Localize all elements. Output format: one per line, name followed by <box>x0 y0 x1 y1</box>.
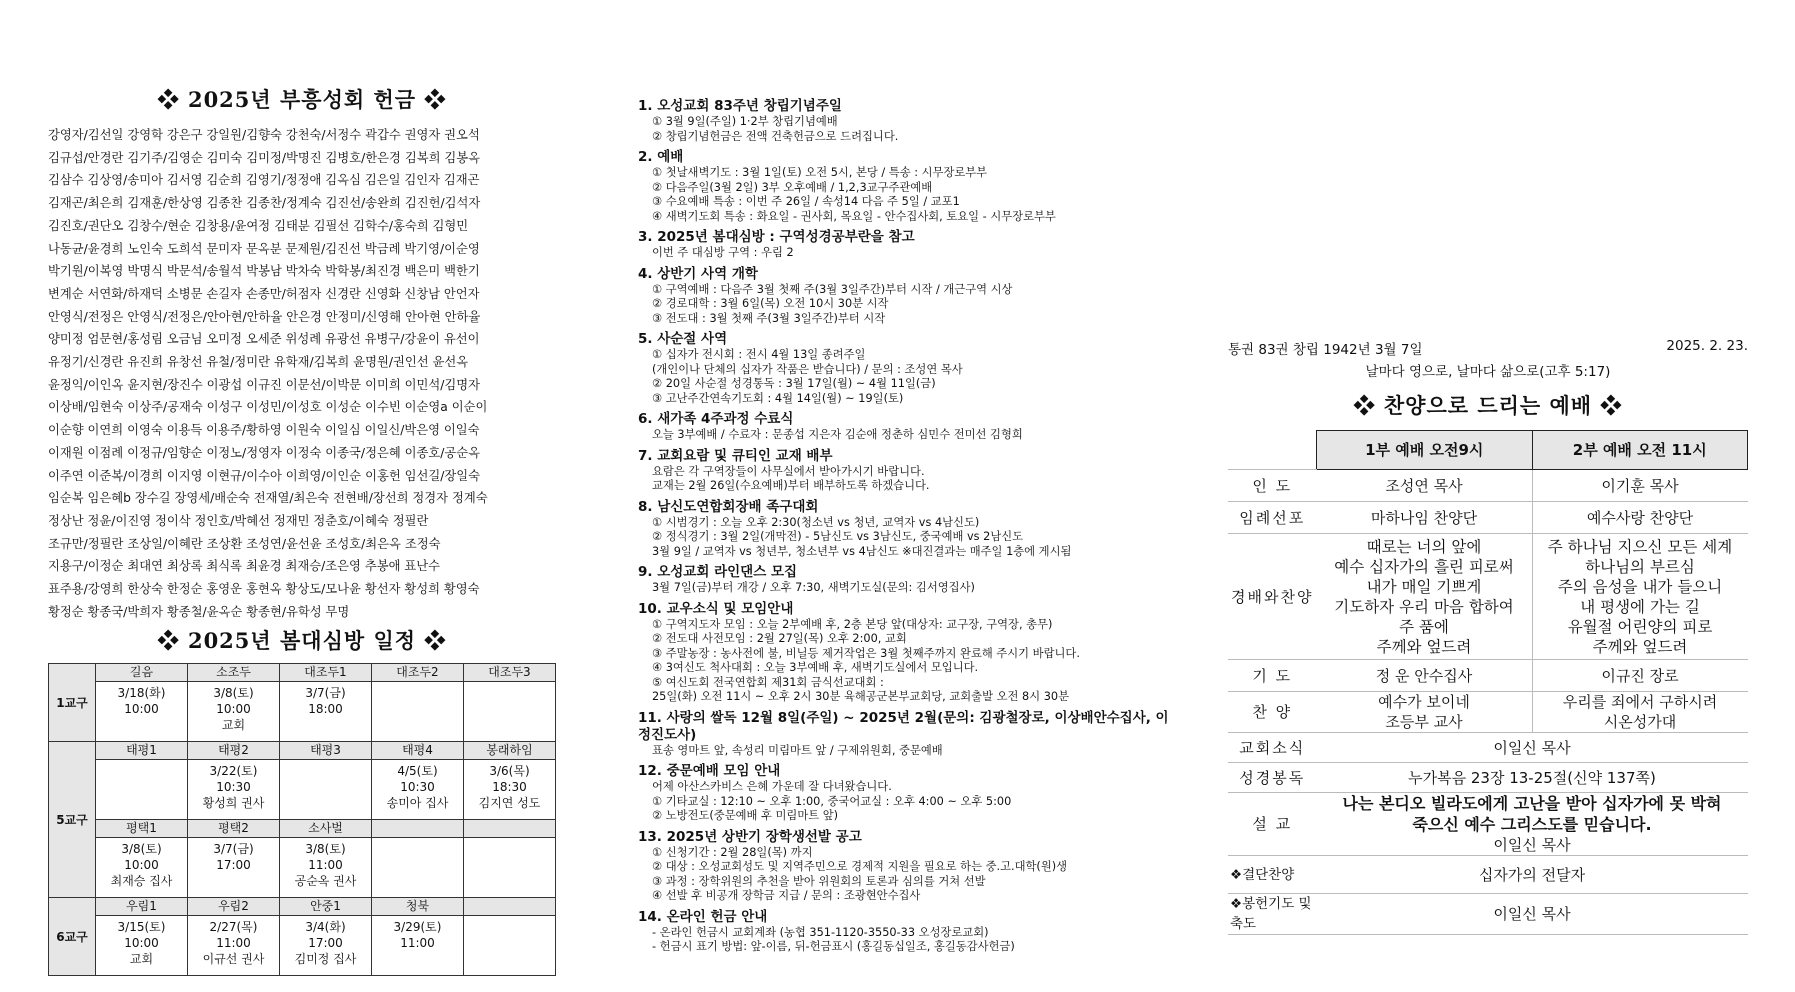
schedule-cell <box>464 916 556 976</box>
announcement-item <box>638 564 1178 596</box>
announcement-item <box>638 448 1178 494</box>
schedule-cell-line: 3/18(화) <box>117 686 166 701</box>
worship-order-column <box>1228 338 1748 935</box>
announcement-line: (개인이나 단체의 십자가 작품은 받습니다) / 문의 : 조성연 목사 <box>652 362 963 376</box>
announcement-line: ④ 새벽기도회 특송 : 화요일 - 권사회, 목요일 - 안수집사회, 토요일 - 시무장로부부 <box>652 209 1056 223</box>
schedule-cell-line: 교회 <box>129 952 154 967</box>
donor-line: 이상배/임현숙 이상주/공재숙 이성구 이성민/이성호 이성순 이수빈 이순영a 이순이 <box>48 400 488 415</box>
schedule-row <box>49 916 556 976</box>
announcement-line: 3월 9일 / 교역자 vs 청년부, 청소년부 vs 4남신도 ※대진결과는 매주일 1층에 게시됨 <box>652 544 1072 558</box>
announcement-line: ② 대상 : 오성교회성도 및 지역주민으로 경제적 지원을 필요로 하는 중.고.대학(원)생 <box>652 860 1068 873</box>
donor-line: 윤정익/이인옥 윤지현/장진수 이광섭 이규진 이문선/이박문 이미희 이민석/김명자 <box>48 377 481 392</box>
second-service-cell <box>1532 470 1748 502</box>
service-merged-cell: 누가복음 23장 13-25절(신약 137쪽) <box>1317 763 1748 793</box>
schedule-cell-line: 10:00 <box>124 702 159 717</box>
announcement-line: ③ 고난주간연속기도회 : 4월 14일(월) ~ 19일(토) <box>652 391 904 405</box>
schedule-cell-line: 18:30 <box>492 780 527 795</box>
service-line: 내가 매일 기쁘게 <box>1366 577 1482 596</box>
schedule-cell-line: 10:30 <box>400 780 435 795</box>
schedule-cell <box>188 682 280 742</box>
schedule-cell <box>464 760 556 820</box>
announcement-line: ① 3월 9일(주일) 1·2부 창립기념예배 <box>652 115 838 128</box>
schedule-cell-line: 송미아 집사 <box>386 796 449 811</box>
announcement-item <box>638 601 1178 705</box>
announcement-line: 표송 영마트 앞, 속성리 미림마트 앞 / 구제위원회, 중문예배 <box>652 743 943 757</box>
schedule-cell-line: 황성희 권사 <box>202 796 265 811</box>
service-line: 주께와 엎드려 <box>1376 637 1472 656</box>
announcement-title: 2. 예배 <box>638 149 684 165</box>
service-row-label: 교회소식 <box>1228 733 1317 763</box>
schedule-cell-line: 3/8(토) <box>121 842 162 857</box>
donor-line: 이순향 이연희 이영숙 이용득 이용주/황하영 이원숙 이일심 이일신/박은영 이일숙 <box>48 423 480 438</box>
donor-line: 변계순 서연화/하재덕 소병문 손길자 손종만/허점자 신경란 신영화 신창남 안언자 <box>48 286 480 301</box>
schedule-cell-line: 10:00 <box>124 858 159 873</box>
schedule-cell-line: 3/7(금) <box>213 842 254 857</box>
schedule-group-label: 5교구 <box>49 742 96 898</box>
first-service-cell <box>1317 470 1533 502</box>
schedule-header-row <box>49 742 556 760</box>
announcement-line: ① 구역지도자 모임 : 오늘 2부예배 후, 2층 본당 앞(대상자: 교구장, 구역장, 총무) <box>652 617 1053 631</box>
announcement-line: ③ 수요예배 특송 : 이번 주 26일 / 속성14 다음 주 5일 / 교포1 <box>652 195 960 208</box>
service-line: 기도하자 우리 마음 합하여 <box>1334 597 1514 616</box>
schedule-cell-line: 3/15(토) <box>117 920 166 935</box>
second-service-cell <box>1532 534 1748 660</box>
schedule-row <box>49 838 556 898</box>
service-row <box>1228 534 1748 660</box>
schedule-area-name: 소사벌 <box>280 820 372 838</box>
schedule-cell <box>188 916 280 976</box>
schedule-cell-line: 11:00 <box>216 936 251 951</box>
service-line: 주께와 엎드려 <box>1592 637 1688 656</box>
volume-info: 통권 83권 창립 1942년 3월 7일 <box>1228 342 1423 358</box>
schedule-title: ❖ 2025년 봄대심방 일정 ❖ <box>157 628 447 654</box>
donor-line: 김삼수 김상영/송미아 김서영 김순희 김영기/정정애 김옥심 김은일 김인자 김재곤 <box>48 173 480 188</box>
announcement-item <box>638 710 1178 759</box>
announcement-item <box>638 149 1178 224</box>
schedule-cell <box>188 838 280 898</box>
schedule-cell-line: 김미정 집사 <box>294 952 357 967</box>
donor-line: 나동균/윤경희 노인숙 도희석 문미자 문옥분 문제원/김진선 박금례 박기영/이순영 <box>48 241 480 256</box>
donor-line: 김재곤/최은희 김재훈/한상영 김종찬 김종찬/정계숙 김진선/송완희 김진헌/김석자 <box>48 196 481 211</box>
announcement-item <box>638 909 1178 955</box>
bulletin-date: 2025. 2. 23. <box>1666 338 1748 354</box>
schedule-cell <box>96 760 188 820</box>
donor-line: 이재원 이점례 이정규/임향순 이정노/정영자 이정숙 이종국/정은혜 이종호/공순옥 <box>48 445 481 460</box>
donor-line: 지용구/이정순 최대연 최상록 최식록 최윤경 최재승/조은영 추봉애 표난수 <box>48 559 441 574</box>
schedule-cell <box>96 682 188 742</box>
schedule-cell-line: 10:00 <box>216 702 251 717</box>
schedule-cell <box>464 838 556 898</box>
schedule-cell <box>372 916 464 976</box>
schedule-cell-line: 2/27(목) <box>209 920 258 935</box>
schedule-area-name: 대조두1 <box>280 664 372 682</box>
announcement-title: 11. 사랑의 쌀독 12월 8일(주일) ~ 2025년 2월(문의: 김광철장로, 이상배안수집사, 이정진도사) <box>638 709 1169 743</box>
announcement-item <box>638 229 1178 261</box>
donation-title: ❖ 2025년 부흥성회 헌금 ❖ <box>157 87 447 112</box>
schedule-cell-line: 3/4(화) <box>305 920 346 935</box>
service-line: 주의 음성을 내가 들으니 <box>1557 577 1723 596</box>
donor-line: 양미정 엄문현/홍성림 오금님 오미정 오세준 위성례 유광선 유병구/강윤이 유선이 <box>48 332 480 347</box>
schedule-cell-line: 3/8(토) <box>213 686 254 701</box>
schedule-area-name: 봉래하임 <box>464 742 556 760</box>
schedule-area-name: 길음 <box>96 664 188 682</box>
schedule-cell-line: 3/29(토) <box>393 920 442 935</box>
announcement-item <box>638 829 1178 904</box>
announcement-line: ② 다음주일(3월 2일) 3부 오후예배 / 1,2,3교구주관예배 <box>652 180 933 194</box>
first-service-cell <box>1317 534 1533 660</box>
announcement-line: ① 신청기간 : 2월 28일(목) 까지 <box>652 845 813 859</box>
announcement-line: 25일(화) 오전 11시 ~ 오후 2시 30분 육해공군본부교회당, 교회출발 오전 8시 30분 <box>652 690 1069 703</box>
schedule-area-name <box>464 898 556 916</box>
service-row-label: 임례선포 <box>1228 502 1317 534</box>
schedule-area-name: 평택1 <box>96 820 188 838</box>
second-service-cell <box>1532 502 1748 534</box>
announcement-line: 어제 아산스카비스 은혜 가운데 잘 다녀왔습니다. <box>652 780 892 793</box>
sermon-title-line: 나는 본디오 빌라도에게 고난을 받아 십자가에 못 박혀 <box>1342 794 1722 813</box>
schedule-group-label: 6교구 <box>49 898 96 976</box>
visitation-schedule-table <box>48 663 556 976</box>
announcement-line: ④ 선발 후 비공개 장학금 지급 / 문의 : 조광현안수집사 <box>652 889 921 902</box>
announcement-line: - 온라인 헌금시 교회계좌 (농협 351-1120-3550-33 오성장로교회) <box>652 925 989 939</box>
announcement-title: 4. 상반기 사역 개학 <box>638 265 758 282</box>
announcement-line: ① 십자가 전시회 : 전시 4월 13일 종려주일 <box>652 348 866 361</box>
donor-line: 김규섭/안경란 김기주/김영순 김미숙 김미정/박명진 김병호/한은경 김복희 김봉옥 <box>48 150 481 165</box>
announcement-line: ② 창립기념헌금은 전액 건축헌금으로 드려집니다. <box>652 129 899 143</box>
schedule-header-row <box>49 664 556 682</box>
first-service-cell <box>1317 660 1533 692</box>
schedule-area-name <box>372 820 464 838</box>
service-line: 예수 십자가의 흘린 피로써 <box>1334 557 1514 576</box>
announcement-title: 9. 오성교회 라인댄스 모집 <box>638 564 798 580</box>
service-line: 이규진 장로 <box>1601 666 1679 685</box>
schedule-area-name: 대조두3 <box>464 664 556 682</box>
schedule-cell-line: 10:30 <box>216 780 251 795</box>
service-row-label: 기 도 <box>1228 660 1317 692</box>
sermon-cell <box>1317 793 1748 856</box>
service-line: 내 평생에 가는 길 <box>1580 597 1700 616</box>
sermon-preacher: 이일신 목사 <box>1493 836 1571 854</box>
announcement-title: 3. 2025년 봄대심방 : 구역성경공부란을 참고 <box>638 229 915 245</box>
schedule-cell <box>188 760 280 820</box>
donor-line: 임순복 임은혜b 장수길 장영세/배순숙 전재열/최은숙 전현배/장선희 정경자 정계숙 <box>48 491 488 506</box>
schedule-row <box>49 682 556 742</box>
bulletin-header <box>1228 338 1748 358</box>
schedule-cell-line: 이규선 권사 <box>202 952 265 967</box>
first-service-cell <box>1317 692 1533 733</box>
schedule-cell-line: 4/5(토) <box>397 764 438 779</box>
donor-line: 안영식/전정은 안영식/전정은/안아현/안하율 안은경 안정미/신영해 안아현 안하율 <box>48 309 481 324</box>
announcement-title: 8. 남신도연합회장배 족구대회 <box>638 498 819 515</box>
sermon-row <box>1228 793 1748 856</box>
schedule-row <box>49 760 556 820</box>
announcement-item <box>638 763 1178 824</box>
schedule-cell-line: 3/6(목) <box>489 764 530 779</box>
church-motto: 날마다 영으로, 날마다 삶으로(고후 5:17) <box>1365 364 1611 380</box>
service-row <box>1228 763 1748 793</box>
schedule-cell <box>280 682 372 742</box>
donor-list <box>48 124 556 623</box>
announcement-title: 12. 중문예배 모임 안내 <box>638 763 781 779</box>
service-line: 우리를 죄에서 구하시려 <box>1562 693 1718 711</box>
announcement-line: ③ 과정 : 장학위원의 추천을 받아 위원회의 토론과 심의를 거쳐 선발 <box>652 874 986 888</box>
announcement-item <box>638 331 1178 406</box>
donor-line: 김진호/권단오 김창수/현순 김창용/윤여정 김태분 김필선 김학수/홍숙희 김형민 <box>48 218 469 233</box>
service-row <box>1228 733 1748 763</box>
schedule-area-name: 태평2 <box>188 742 280 760</box>
announcement-item <box>638 499 1178 560</box>
donor-line: 박기원/이복영 박명식 박문석/송월석 박봉남 박차숙 박학봉/최진경 백은미 백한기 <box>48 264 480 279</box>
schedule-header-row <box>49 820 556 838</box>
service-row <box>1228 856 1748 894</box>
announcements-column <box>638 98 1178 960</box>
worship-order-table <box>1228 430 1748 935</box>
service-row <box>1228 692 1748 733</box>
second-service-cell <box>1532 692 1748 733</box>
announcement-line: ② 정식경기 : 3월 2일(개막전) - 5남신도 vs 3남신도, 중국예배 vs 2남신도 <box>652 530 1024 543</box>
schedule-cell <box>464 682 556 742</box>
announcement-title: 13. 2025년 상반기 장학생선발 공고 <box>638 828 862 845</box>
service-line: 이기훈 목사 <box>1601 476 1679 495</box>
announcement-line: 교재는 2월 26일(수요예배)부터 배부하도록 하겠습니다. <box>652 479 930 492</box>
service-row <box>1228 470 1748 502</box>
announcement-line: 3월 7일(금)부터 개강 / 오후 7:30, 새벽기도실(문의: 김서영집사) <box>652 581 975 594</box>
sermon-title-line: 죽으신 예수 그리스도를 믿습니다. <box>1412 815 1652 834</box>
service-row-label: ❖봉헌기도 및 축도 <box>1228 894 1317 935</box>
schedule-area-name: 안중1 <box>280 898 372 916</box>
schedule-cell <box>280 916 372 976</box>
service-row-label: 경배와찬양 <box>1228 534 1317 660</box>
schedule-cell-line: 18:00 <box>308 702 343 717</box>
service-line: 정 운 안수집사 <box>1375 666 1473 685</box>
schedule-area-name: 대조두2 <box>372 664 464 682</box>
schedule-cell <box>372 838 464 898</box>
donor-line: 유정기/신경란 유진희 유창선 유철/정미란 유학재/김복희 윤명원/권인선 윤선옥 <box>48 355 469 370</box>
service-merged-cell: 이일신 목사 <box>1317 733 1748 763</box>
service-row-label: 설 교 <box>1228 793 1317 856</box>
donor-line: 황정순 황종국/박희자 황종철/윤옥순 황종현/유학성 무명 <box>48 604 350 619</box>
donor-line: 강영자/김선일 강영학 강은구 강일원/김향숙 강천숙/서정수 곽갑수 권영자 권오석 <box>48 128 480 142</box>
announcement-item <box>638 266 1178 327</box>
schedule-cell-line: 3/8(토) <box>305 842 346 857</box>
schedule-area-name: 청북 <box>372 898 464 916</box>
announcement-line: 요람은 각 구역장들이 사무실에서 받아가시기 바랍니다. <box>652 464 925 478</box>
schedule-area-name: 태평1 <box>96 742 188 760</box>
schedule-cell <box>280 838 372 898</box>
schedule-cell <box>372 760 464 820</box>
schedule-header-row <box>49 898 556 916</box>
schedule-area-name: 평택2 <box>188 820 280 838</box>
donor-line: 정상난 정윤/이진영 정이삭 정인호/박혜선 정재민 정춘호/이혜숙 정필란 <box>48 513 429 528</box>
announcement-item <box>638 98 1178 144</box>
announcement-title: 6. 새가족 4주과정 수료식 <box>638 411 794 427</box>
schedule-area-name: 우림1 <box>96 898 188 916</box>
service-line: 하나님의 부르심 <box>1585 557 1695 576</box>
service-header-row <box>1228 431 1748 470</box>
second-service-header: 2부 예배 오전 11시 <box>1532 431 1748 470</box>
schedule-area-name: 태평4 <box>372 742 464 760</box>
schedule-cell-line: 11:00 <box>308 858 343 873</box>
service-row <box>1228 502 1748 534</box>
schedule-cell-line: 3/7(금) <box>305 686 346 701</box>
service-line: 예수사랑 찬양단 <box>1586 508 1694 527</box>
schedule-group-label: 1교구 <box>49 664 96 742</box>
schedule-cell-line: 17:00 <box>308 936 343 951</box>
first-service-cell <box>1317 502 1533 534</box>
donor-line: 조규만/정필란 조상일/이혜란 조상환 조성연/윤선윤 조성호/최은옥 조정숙 <box>48 536 441 551</box>
service-merged-cell: 이일신 목사 <box>1317 894 1748 935</box>
announcement-line: ① 구역예배 : 다음주 3월 첫째 주(3월 3일주간)부터 시작 / 개근구역 시상 <box>652 282 1013 296</box>
schedule-area-name <box>464 820 556 838</box>
announcement-title: 7. 교회요람 및 큐티인 교재 배부 <box>638 447 833 464</box>
service-line: 시온성가대 <box>1603 713 1677 731</box>
schedule-area-name: 태평3 <box>280 742 372 760</box>
service-row-label: 찬 양 <box>1228 692 1317 733</box>
schedule-cell-line: 10:00 <box>124 936 159 951</box>
service-title: ❖ 찬양으로 드리는 예배 ❖ <box>1353 393 1623 418</box>
service-line: 조성연 목사 <box>1385 476 1463 495</box>
announcement-line: ① 기타교실 : 12:10 ~ 오후 1:00, 중국어교실 : 오후 4:00 ~ 오후 5:00 <box>652 794 1012 808</box>
donor-line: 이주연 이준복/이경희 이지영 이현규/이수아 이희영/이인순 이홍헌 임선길/장일숙 <box>48 468 481 483</box>
second-service-cell <box>1532 660 1748 692</box>
service-row-label: ❖결단찬양 <box>1228 856 1317 894</box>
service-row-label: 인 도 <box>1228 470 1317 502</box>
schedule-cell-line: 공순옥 권사 <box>294 874 357 889</box>
announcement-line: 오늘 3부예배 / 수료자 : 문종섭 지은자 김순애 정춘하 심민수 전미선 김형희 <box>652 428 1023 441</box>
schedule-cell <box>280 760 372 820</box>
schedule-cell-line: 17:00 <box>216 858 251 873</box>
announcement-title: 1. 오성교회 83주년 창립기념주일 <box>638 98 842 114</box>
schedule-cell-line: 11:00 <box>400 936 435 951</box>
service-row-label: 성경봉독 <box>1228 763 1317 793</box>
announcement-line: ② 20일 사순절 성경통독 : 3월 17일(월) ~ 4월 11일(금) <box>652 377 936 390</box>
service-line: 예수가 보이네 <box>1378 693 1470 711</box>
announcement-line: ① 첫날새벽기도 : 3월 1일(토) 오전 5시, 본당 / 특송 : 시무장로부부 <box>652 166 988 179</box>
left-column <box>48 84 556 976</box>
schedule-cell <box>96 838 188 898</box>
schedule-area-name: 우림2 <box>188 898 280 916</box>
announcement-line: ② 노방전도(중문예배 후 미림마트 앞) <box>652 809 839 822</box>
announcement-line: ② 경로대학 : 3월 6일(목) 오전 10시 30분 시작 <box>652 297 889 310</box>
announcement-line: 이번 주 대심방 구역 : 우림 2 <box>652 246 794 259</box>
service-line: 때로는 너의 앞에 <box>1366 537 1482 556</box>
schedule-cell-line: 김지연 성도 <box>478 796 541 811</box>
announcement-title: 10. 교우소식 및 모임안내 <box>638 600 794 617</box>
service-line: 유월절 어린양의 피로 <box>1567 617 1713 636</box>
donor-line: 표주용/강영희 한상숙 한정순 홍영운 홍현옥 황상도/모나윤 황선자 황성희 황영숙 <box>48 582 480 597</box>
announcement-line: ⑤ 여신도회 전국연합회 제31회 금식선교대회 : <box>652 675 884 689</box>
schedule-area-name: 소조두 <box>188 664 280 682</box>
announcement-line: ② 전도대 사전모임 : 2월 27일(목) 오후 2:00, 교회 <box>652 632 907 645</box>
service-line: 주 하나님 지으신 모든 세계 <box>1547 537 1733 556</box>
service-line: 조등부 교사 <box>1385 713 1463 731</box>
service-merged-cell: 십자가의 전달자 <box>1317 856 1748 894</box>
schedule-cell-line: 교회 <box>221 718 246 733</box>
schedule-cell-line: 최재승 집사 <box>110 874 173 889</box>
schedule-cell <box>96 916 188 976</box>
schedule-cell-line: 3/22(토) <box>209 764 258 779</box>
announcement-title: 5. 사순절 사역 <box>638 331 728 347</box>
announcement-line: ④ 3여신도 척사대회 : 오늘 3부예배 후, 새벽기도실에서 모입니다. <box>652 661 979 674</box>
service-row <box>1228 894 1748 935</box>
announcement-line: ① 시범경기 : 오늘 오후 2:30(청소년 vs 청년, 교역자 vs 4남신도) <box>652 515 980 529</box>
service-row <box>1228 660 1748 692</box>
blank-header-cell <box>1228 431 1317 470</box>
announcement-line: ③ 전도대 : 3월 첫째 주(3월 3일주간)부터 시작 <box>652 311 886 325</box>
announcement-title: 14. 온라인 헌금 안내 <box>638 908 768 925</box>
schedule-cell <box>372 682 464 742</box>
service-line: 마하나임 찬양단 <box>1370 508 1478 527</box>
first-service-header: 1부 예배 오전9시 <box>1317 431 1533 470</box>
announcement-line: - 헌금시 표기 방법: 앞-이름, 뒤-헌금표시 (홍길동십일조, 홍길동감사헌금) <box>652 940 1015 953</box>
service-line: 주 품에 <box>1399 617 1449 636</box>
announcement-item <box>638 411 1178 443</box>
announcement-line: ③ 주말농장 : 농사전에 불, 비닐등 제거작업은 3월 첫째주까지 완료해 주시기 바랍니다. <box>652 646 1080 660</box>
